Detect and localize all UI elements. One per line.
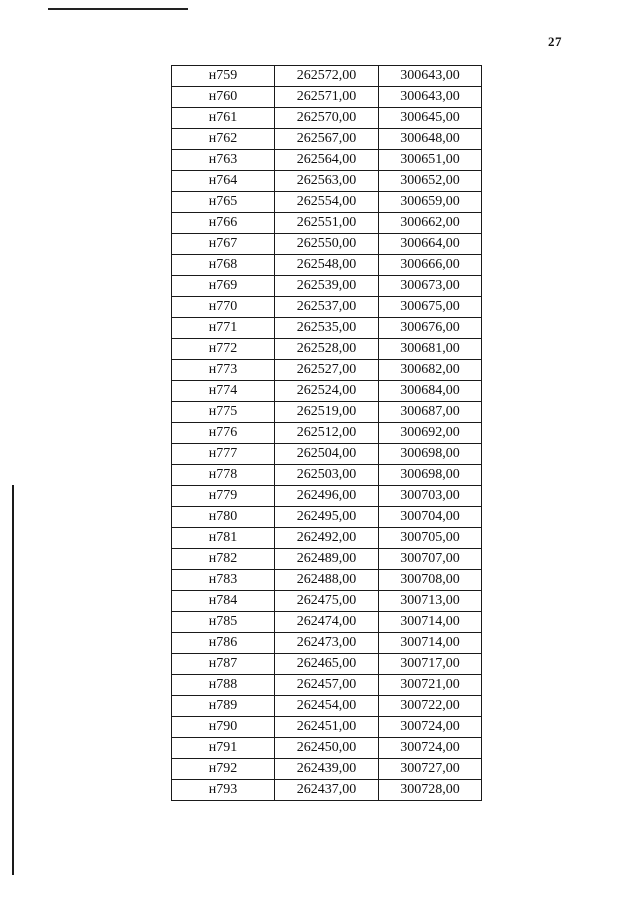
y-coordinate-cell: 300662,00 xyxy=(379,213,482,234)
x-coordinate-cell: 262571,00 xyxy=(275,87,379,108)
y-coordinate-cell: 300684,00 xyxy=(379,381,482,402)
x-coordinate-cell: 262504,00 xyxy=(275,444,379,465)
y-coordinate-cell: 300708,00 xyxy=(379,570,482,591)
table-row xyxy=(172,87,482,108)
table-row xyxy=(172,276,482,297)
x-coordinate-cell: 262551,00 xyxy=(275,213,379,234)
y-coordinate-cell: 300713,00 xyxy=(379,591,482,612)
y-coordinate-cell: 300721,00 xyxy=(379,675,482,696)
x-coordinate-cell: 262567,00 xyxy=(275,129,379,150)
y-coordinate-cell: 300645,00 xyxy=(379,108,482,129)
point-number-cell: н791 xyxy=(172,738,275,759)
y-coordinate-cell: 300681,00 xyxy=(379,339,482,360)
y-coordinate-cell: 300714,00 xyxy=(379,612,482,633)
point-number-cell: н767 xyxy=(172,234,275,255)
y-coordinate-cell: 300728,00 xyxy=(379,780,482,801)
x-coordinate-cell: 262496,00 xyxy=(275,486,379,507)
point-number-cell: н770 xyxy=(172,297,275,318)
x-coordinate-cell: 262527,00 xyxy=(275,360,379,381)
point-number-cell: н776 xyxy=(172,423,275,444)
y-coordinate-cell: 300643,00 xyxy=(379,66,482,87)
y-coordinate-cell: 300659,00 xyxy=(379,192,482,213)
table-row xyxy=(172,738,482,759)
x-coordinate-cell: 262450,00 xyxy=(275,738,379,759)
table-row xyxy=(172,171,482,192)
table-row xyxy=(172,465,482,486)
table-row xyxy=(172,423,482,444)
x-coordinate-cell: 262492,00 xyxy=(275,528,379,549)
table-row xyxy=(172,192,482,213)
x-coordinate-cell: 262564,00 xyxy=(275,150,379,171)
x-coordinate-cell: 262512,00 xyxy=(275,423,379,444)
point-number-cell: н784 xyxy=(172,591,275,612)
point-number-cell: н763 xyxy=(172,150,275,171)
table-row xyxy=(172,381,482,402)
point-number-cell: н769 xyxy=(172,276,275,297)
table-row xyxy=(172,255,482,276)
y-coordinate-cell: 300727,00 xyxy=(379,759,482,780)
y-coordinate-cell: 300722,00 xyxy=(379,696,482,717)
y-coordinate-cell: 300664,00 xyxy=(379,234,482,255)
table-row xyxy=(172,612,482,633)
table-row xyxy=(172,633,482,654)
y-coordinate-cell: 300724,00 xyxy=(379,738,482,759)
x-coordinate-cell: 262488,00 xyxy=(275,570,379,591)
point-number-cell: н780 xyxy=(172,507,275,528)
x-coordinate-cell: 262489,00 xyxy=(275,549,379,570)
y-coordinate-cell: 300714,00 xyxy=(379,633,482,654)
table-row xyxy=(172,339,482,360)
x-coordinate-cell: 262473,00 xyxy=(275,633,379,654)
y-coordinate-cell: 300676,00 xyxy=(379,318,482,339)
table-row xyxy=(172,570,482,591)
point-number-cell: н771 xyxy=(172,318,275,339)
point-number-cell: н781 xyxy=(172,528,275,549)
table-row xyxy=(172,402,482,423)
x-coordinate-cell: 262519,00 xyxy=(275,402,379,423)
table-row xyxy=(172,717,482,738)
x-coordinate-cell: 262572,00 xyxy=(275,66,379,87)
point-number-cell: н792 xyxy=(172,759,275,780)
table-row xyxy=(172,507,482,528)
table-row xyxy=(172,675,482,696)
point-number-cell: н760 xyxy=(172,87,275,108)
y-coordinate-cell: 300704,00 xyxy=(379,507,482,528)
point-number-cell: н793 xyxy=(172,780,275,801)
x-coordinate-cell: 262535,00 xyxy=(275,318,379,339)
point-number-cell: н772 xyxy=(172,339,275,360)
point-number-cell: н778 xyxy=(172,465,275,486)
table-row xyxy=(172,297,482,318)
x-coordinate-cell: 262437,00 xyxy=(275,780,379,801)
point-number-cell: н764 xyxy=(172,171,275,192)
table-row xyxy=(172,150,482,171)
header-rule xyxy=(48,8,188,10)
x-coordinate-cell: 262563,00 xyxy=(275,171,379,192)
x-coordinate-cell: 262475,00 xyxy=(275,591,379,612)
table-row xyxy=(172,759,482,780)
point-number-cell: н774 xyxy=(172,381,275,402)
x-coordinate-cell: 262451,00 xyxy=(275,717,379,738)
table-row xyxy=(172,549,482,570)
x-coordinate-cell: 262457,00 xyxy=(275,675,379,696)
point-number-cell: н785 xyxy=(172,612,275,633)
table-row xyxy=(172,234,482,255)
point-number-cell: н783 xyxy=(172,570,275,591)
y-coordinate-cell: 300651,00 xyxy=(379,150,482,171)
point-number-cell: н789 xyxy=(172,696,275,717)
point-number-cell: н779 xyxy=(172,486,275,507)
y-coordinate-cell: 300724,00 xyxy=(379,717,482,738)
coordinates-table-body xyxy=(172,66,482,801)
x-coordinate-cell: 262503,00 xyxy=(275,465,379,486)
point-number-cell: н782 xyxy=(172,549,275,570)
y-coordinate-cell: 300673,00 xyxy=(379,276,482,297)
margin-rule xyxy=(12,485,14,875)
x-coordinate-cell: 262474,00 xyxy=(275,612,379,633)
y-coordinate-cell: 300698,00 xyxy=(379,465,482,486)
coordinates-table xyxy=(171,65,482,801)
y-coordinate-cell: 300652,00 xyxy=(379,171,482,192)
y-coordinate-cell: 300705,00 xyxy=(379,528,482,549)
x-coordinate-cell: 262439,00 xyxy=(275,759,379,780)
y-coordinate-cell: 300666,00 xyxy=(379,255,482,276)
x-coordinate-cell: 262537,00 xyxy=(275,297,379,318)
table-row xyxy=(172,108,482,129)
table-row xyxy=(172,318,482,339)
table-row xyxy=(172,591,482,612)
table-row xyxy=(172,780,482,801)
table-row xyxy=(172,66,482,87)
x-coordinate-cell: 262554,00 xyxy=(275,192,379,213)
y-coordinate-cell: 300675,00 xyxy=(379,297,482,318)
point-number-cell: н788 xyxy=(172,675,275,696)
x-coordinate-cell: 262570,00 xyxy=(275,108,379,129)
y-coordinate-cell: 300703,00 xyxy=(379,486,482,507)
point-number-cell: н761 xyxy=(172,108,275,129)
table-row xyxy=(172,486,482,507)
table-row xyxy=(172,444,482,465)
y-coordinate-cell: 300682,00 xyxy=(379,360,482,381)
y-coordinate-cell: 300643,00 xyxy=(379,87,482,108)
x-coordinate-cell: 262465,00 xyxy=(275,654,379,675)
point-number-cell: н766 xyxy=(172,213,275,234)
point-number-cell: н765 xyxy=(172,192,275,213)
table-row xyxy=(172,213,482,234)
x-coordinate-cell: 262454,00 xyxy=(275,696,379,717)
y-coordinate-cell: 300707,00 xyxy=(379,549,482,570)
point-number-cell: н773 xyxy=(172,360,275,381)
point-number-cell: н768 xyxy=(172,255,275,276)
x-coordinate-cell: 262539,00 xyxy=(275,276,379,297)
table-row xyxy=(172,696,482,717)
x-coordinate-cell: 262495,00 xyxy=(275,507,379,528)
point-number-cell: н762 xyxy=(172,129,275,150)
point-number-cell: н775 xyxy=(172,402,275,423)
y-coordinate-cell: 300648,00 xyxy=(379,129,482,150)
y-coordinate-cell: 300692,00 xyxy=(379,423,482,444)
table-row xyxy=(172,528,482,549)
point-number-cell: н777 xyxy=(172,444,275,465)
x-coordinate-cell: 262524,00 xyxy=(275,381,379,402)
table-row xyxy=(172,654,482,675)
y-coordinate-cell: 300717,00 xyxy=(379,654,482,675)
table-row xyxy=(172,129,482,150)
x-coordinate-cell: 262548,00 xyxy=(275,255,379,276)
x-coordinate-cell: 262528,00 xyxy=(275,339,379,360)
y-coordinate-cell: 300698,00 xyxy=(379,444,482,465)
y-coordinate-cell: 300687,00 xyxy=(379,402,482,423)
point-number-cell: н787 xyxy=(172,654,275,675)
point-number-cell: н759 xyxy=(172,66,275,87)
page-number: 27 xyxy=(548,34,562,49)
point-number-cell: н786 xyxy=(172,633,275,654)
table-row xyxy=(172,360,482,381)
point-number-cell: н790 xyxy=(172,717,275,738)
x-coordinate-cell: 262550,00 xyxy=(275,234,379,255)
